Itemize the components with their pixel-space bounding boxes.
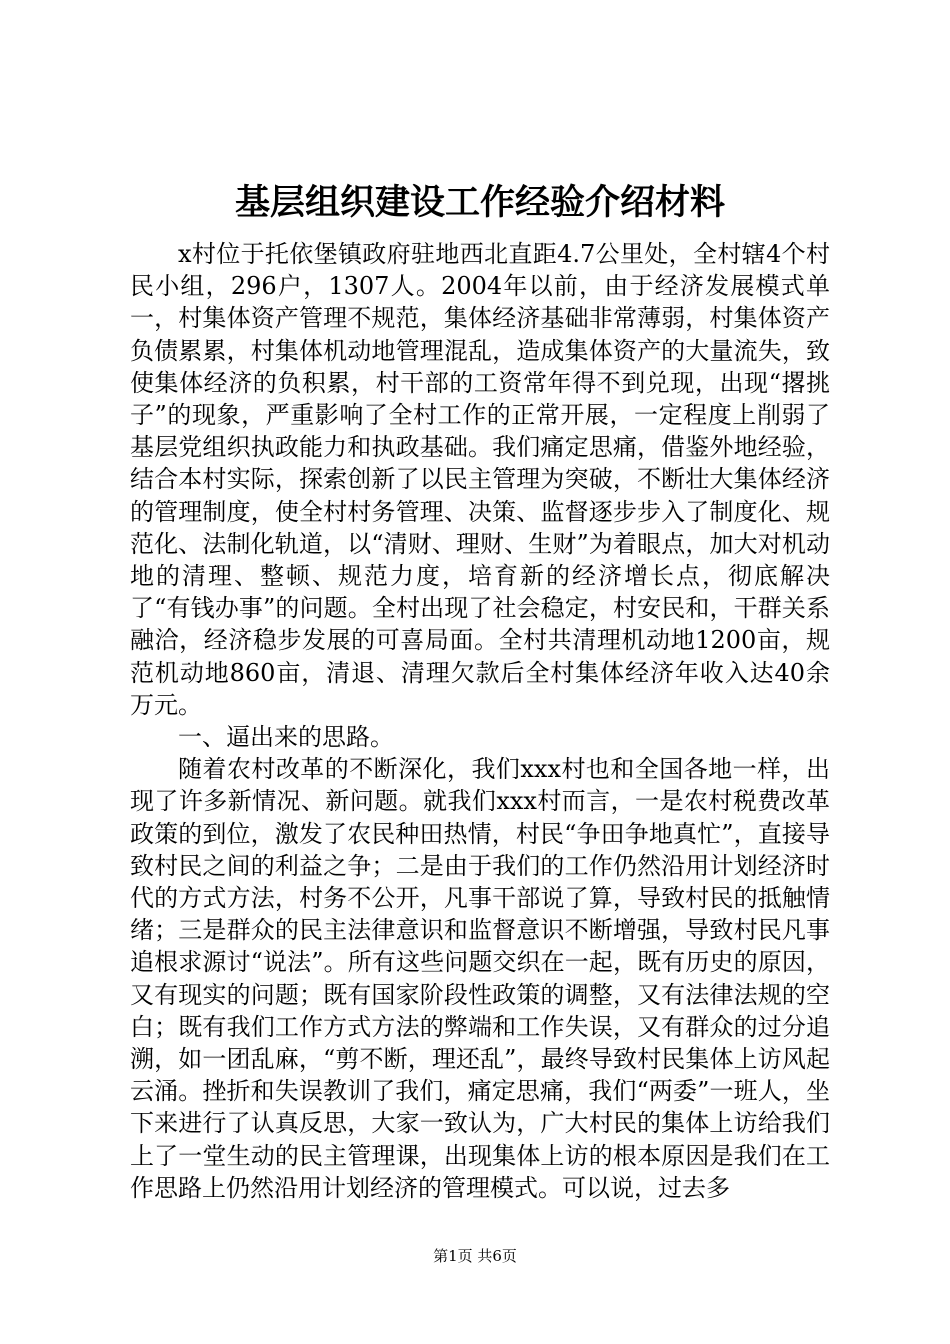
document-body [130,238,830,1204]
paragraph-section-one: 随着农村改革的不断深化，我们xxx村也和全国各地一样，出现了许多新情况、新问题。就我们xxx村而言，一是农村税费改革政策的到位，激发了农民种田热情，村民“争田争地真忙”，直接导致村民之间的利益之争；二是由于我们的工作仍然沿用计划经济时代的方式方法，村务不公开，凡事干部说了算，导致村民的抵触情绪；三是群众的民主法律意识和监督意识不断增强，导致村民凡事追根求源讨“说法”。所有这些问题交织在一起，既有历史的原因，又有现实的问题；既有国家阶段性政策的调整，又有法律法规的空白；既有我们工作方式方法的弊端和工作失误，又有群众的过分追溯，如一团乱麻，“剪不断，理还乱”，最终导致村民集体上访风起云涌。挫折和失误教训了我们，痛定思痛，我们“两委”一班人，坐下来进行了认真反思，大家一致认为，广大村民的集体上访给我们上了一堂生动的民主管理课，出现集体上访的根本原因是我们在工作思路上仍然沿用计划经济的管理模式。可以说，过去多 [130,755,830,1202]
section-heading: 一、逼出来的思路。 [178,723,394,752]
paragraph-intro: x村位于托依堡镇政府驻地西北直距4.7公里处，全村辖4个村民小组，296户，1307人。2004年以前，由于经济发展模式单一，村集体资产管理不规范，集体经济基础非常薄弱，村集体资产负债累累，村集体机动地管理混乱，造成集体资产的大量流失，致使集体经济的负积累，村干部的工资常年得不到兑现，出现“撂挑子”的现象，严重影响了全村工作的正常开展，一定程度上削弱了基层党组织执政能力和执政基础。我们痛定思痛，借鉴外地经验，结合本村实际，探索创新了以民主管理为突破，不断壮大集体经济的管理制度，使全村村务管理、决策、监督逐步步入了制度化、规范化、法制化轨道，以“清财、理财、生财”为着眼点，加大对机动地的清理、整顿、规范力度，培育新的经济增长点，彻底解决了“有钱办事”的问题。全村出现了社会稳定，村安民和，干群关系融洽，经济稳步发展的可喜局面。全村共清理机动地1200亩，规范机动地860亩，清退、清理欠款后全村集体经济年收入达40余万元。 [130,240,830,719]
page-number-footer: 第1页 共6页 [433,1247,517,1265]
document-title: 基层组织建设工作经验介绍材料 [234,182,725,223]
